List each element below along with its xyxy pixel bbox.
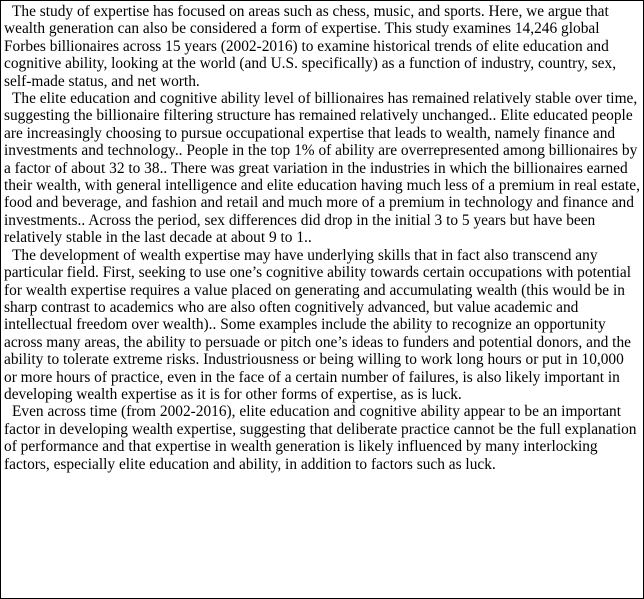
paragraph-wealth-expertise: The development of wealth expertise may have underlying skills that in fact also transcend any particular field. First, seeking to use one’s cognitive ability towards certain occupations with potential for wealth expertise requires a value placed on generating and accumulating wealth (this would be in sharp contrast to academics who are also often cognitively advanced, but value academic and intellectual freedom over wealth).. Some examples include the ability to recognize an opportunity across many areas, the ability to persuade or pitch one’s ideas to funders and potential donors, and the ability to tolerate extreme risks. Industriousness or being willing to work long hours or put in 10,000 or more hours of practice, even in the face of a certain number of failures, is also likely important in developing wealth expertise as it is for other forms of expertise, as is luck.: [4, 246, 632, 403]
paragraph-conclusion: Even across time (from 2002-2016), elite education and cognitive ability appear to be an important factor in developing wealth expertise, suggesting that deliberate practice cannot be the full explanation of performance and that expertise in wealth generation is likely influenced by many interlocking factors, especially elite education and ability, in addition to factors such as luck.: [4, 403, 637, 473]
paragraph-findings: The elite education and cognitive ability level of billionaires has remained relatively stable over time, suggesting the billionaire filtering structure has remained relatively unchanged.. Elite educated people are increasingly choosing to pursue occupational expertise that leads to wealth, namely finance and investments and technology.. People in the top 1% of ability are overrepresented among billionaires by a factor of about 32 to 38.. There was great variation in the industries in which the billionaires earned their wealth, with general intelligence and elite education having much less of a premium in real estate, food and beverage, and fashion and retail and much more of a premium in technology and finance and investments.. Across the period, sex differences did drop in the initial 3 to 5 years but have been relatively stable in the last decade at about 9 to 1..: [4, 90, 640, 247]
paragraph-introduction: The study of expertise has focused on areas such as chess, music, and sports. Here, we argue that wealth generation can also be considered a form of expertise. This study examines 14,246 global Forbes billionaires across 15 years (2002-2016) to examine historical trends of elite education and cognitive ability, looking at the world (and U.S. specifically) as a function of industry, country, sex, self-made status, and net worth.: [4, 3, 617, 90]
